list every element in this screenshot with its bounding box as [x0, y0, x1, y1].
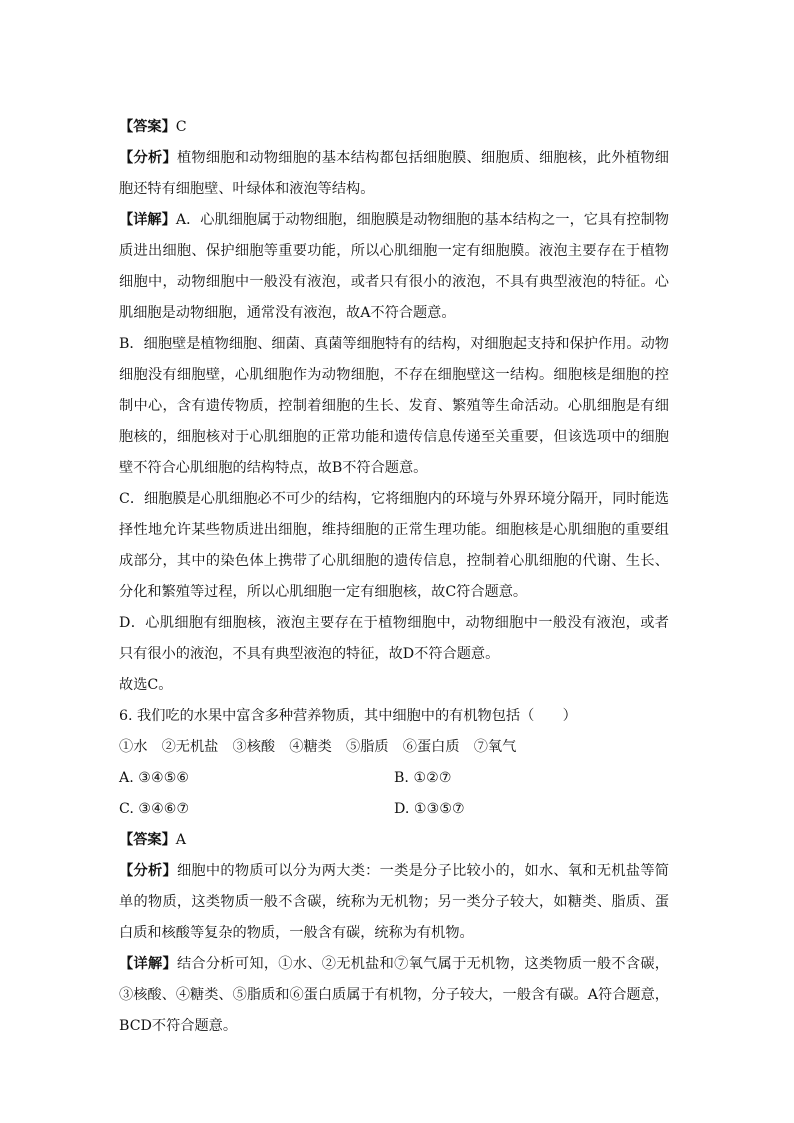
q6-analysis	[119, 856, 669, 949]
analysis-text: 细胞中的物质可以分为两大类：一类是分子比较小的，如水、氧和无机盐等简单的物质，这类物质一般不含碳，统称为无机物；另一类分子较大，如糖类、脂质、蛋白质和核酸等复杂的物质，一般含有碳，统称为有机物。	[119, 863, 669, 941]
option-a: A. ③④⑤⑥	[119, 770, 190, 786]
option-d: D. ①③⑤⑦	[394, 801, 465, 817]
q6-detail	[119, 949, 669, 1042]
q5-detail-c: C．细胞膜是心肌细胞必不可少的结构，它将细胞内的环境与外界环境分隔开，同时能选择性地允许某些物质进出细胞，维持细胞的正常生理功能。细胞核是心肌细胞的重要组成部分，其中的染色体上携带了心肌细胞的遗传信息，控制着心肌细胞的代谢、生长、分化和繁殖等过程，所以心肌细胞一定有细胞核，故C符合题意。	[119, 491, 669, 600]
analysis-tag: 【分析】	[119, 863, 177, 879]
q6-answer	[119, 825, 669, 856]
q6-options-row-2	[119, 794, 669, 825]
detail-a-text: A．心肌细胞属于动物细胞，细胞膜是动物细胞的基本结构之一，它具有控制物质进出细胞、保护细胞等重要功能，所以心肌细胞一定有细胞膜。液泡主要存在于植物细胞中，动物细胞中一般没有液泡，或者只有很小的液泡，不具有典型液泡的特征。心肌细胞是动物细胞，通常没有液泡，故A不符合题意。	[119, 212, 669, 321]
answer-value: C	[175, 119, 187, 135]
q6-options-row-1	[119, 763, 669, 794]
q5-detail-d: D．心肌细胞有细胞核，液泡主要存在于植物细胞中，动物细胞中一般没有液泡，或者只有很小的液泡，不具有典型液泡的特征，故D不符合题意。	[119, 615, 669, 662]
q5-conclusion: 故选C。	[119, 677, 173, 693]
q6-items: ①水 ②无机盐 ③核酸 ④糖类 ⑤脂质 ⑥蛋白质 ⑦氧气	[119, 739, 517, 755]
q5-detail-a	[119, 205, 669, 329]
q5-analysis	[119, 143, 669, 205]
document-body	[119, 112, 669, 1042]
q6-question: 6. 我们吃的水果中富含多种营养物质，其中细胞中的有机物包括（ ）	[119, 708, 577, 724]
answer-value: A	[175, 832, 187, 848]
option-c: C. ③④⑥⑦	[119, 801, 190, 817]
option-b: B. ①②⑦	[394, 770, 452, 786]
detail-tag: 【详解】	[119, 956, 177, 972]
answer-tag: 【答案】	[119, 832, 176, 848]
detail-text: 结合分析可知，①水、②无机盐和⑦氧气属于无机物，这类物质一般不含碳，③核酸、④糖类、⑤脂质和⑥蛋白质属于有机物，分子较大，一般含有碳。A符合题意，BCD不符合题意。	[119, 956, 669, 1034]
analysis-tag: 【分析】	[119, 150, 177, 166]
q5-detail-b: B．细胞壁是植物细胞、细菌、真菌等细胞特有的结构，对细胞起支持和保护作用。动物细胞没有细胞壁，心肌细胞作为动物细胞，不存在细胞壁这一结构。细胞核是细胞的控制中心，含有遗传物质，控制着细胞的生长、发育、繁殖等生命活动。心肌细胞是有细胞核的，细胞核对于心肌细胞的正常功能和遗传信息传递至关重要，但该选项中的细胞壁不符合心肌细胞的结构特点，故B不符合题意。	[119, 336, 669, 476]
analysis-text: 植物细胞和动物细胞的基本结构都包括细胞膜、细胞质、细胞核，此外植物细胞还特有细胞壁、叶绿体和液泡等结构。	[119, 150, 669, 197]
answer-tag: 【答案】	[119, 119, 176, 135]
q5-answer	[119, 112, 669, 143]
detail-tag: 【详解】	[119, 212, 176, 228]
